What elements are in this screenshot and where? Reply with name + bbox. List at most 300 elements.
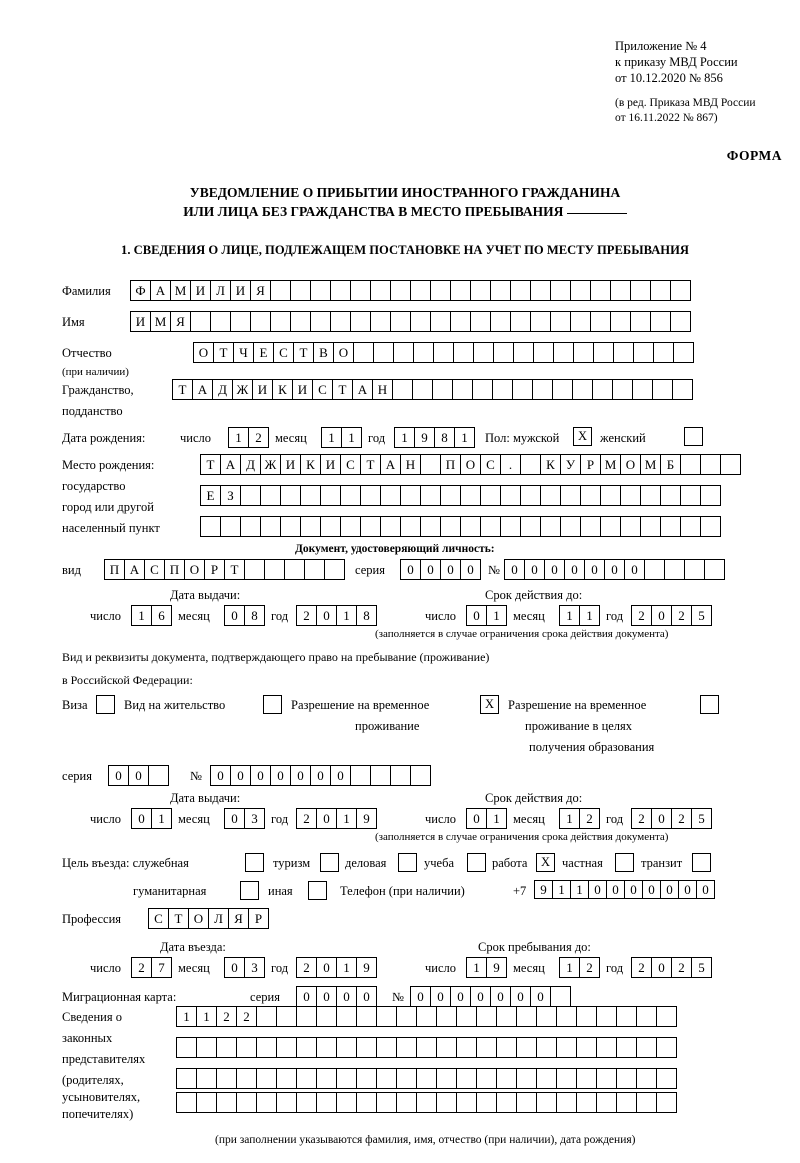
input-cell[interactable]: 0 [510,986,531,1007]
input-cell[interactable] [240,485,261,506]
input-cell[interactable]: И [280,454,301,475]
input-cell[interactable] [356,1006,377,1027]
input-cell[interactable] [370,280,391,301]
input-cell[interactable] [236,1037,257,1058]
input-cell[interactable] [353,342,374,363]
edu-residence-checkbox[interactable] [700,695,719,714]
input-cell[interactable] [356,1037,377,1058]
doc-valid-day-cells[interactable] [466,605,506,626]
input-cell[interactable]: Т [360,454,381,475]
input-cell[interactable]: 0 [400,559,421,580]
birthplace-row-2-cells[interactable] [200,485,720,506]
input-cell[interactable] [600,485,621,506]
input-cell[interactable] [240,516,261,537]
input-cell[interactable]: И [252,379,273,400]
input-cell[interactable] [300,516,321,537]
input-cell[interactable] [536,1006,557,1027]
input-cell[interactable] [376,1037,397,1058]
input-cell[interactable]: 0 [470,986,491,1007]
input-cell[interactable] [396,1092,417,1113]
input-cell[interactable] [360,485,381,506]
input-cell[interactable]: 3 [244,957,265,978]
input-cell[interactable]: 1 [228,427,249,448]
input-cell[interactable] [440,485,461,506]
input-cell[interactable]: 9 [486,957,507,978]
input-cell[interactable]: 0 [544,559,565,580]
input-cell[interactable]: Р [204,559,225,580]
citizenship-cells[interactable] [172,379,692,400]
input-cell[interactable]: 5 [691,605,712,626]
input-cell[interactable]: 2 [296,957,317,978]
input-cell[interactable]: 8 [356,605,377,626]
input-cell[interactable] [572,379,593,400]
input-cell[interactable] [390,765,411,786]
input-cell[interactable] [500,516,521,537]
input-cell[interactable]: А [124,559,145,580]
input-cell[interactable] [284,559,305,580]
input-cell[interactable] [340,516,361,537]
input-cell[interactable]: О [184,559,205,580]
input-cell[interactable] [370,311,391,332]
input-cell[interactable] [633,342,654,363]
input-cell[interactable] [436,1006,457,1027]
input-cell[interactable] [680,485,701,506]
input-cell[interactable] [652,379,673,400]
input-cell[interactable] [396,1068,417,1089]
stay-series-cells[interactable] [108,765,168,786]
input-cell[interactable]: А [192,379,213,400]
input-cell[interactable] [148,765,169,786]
input-cell[interactable] [236,1092,257,1113]
input-cell[interactable]: 0 [624,880,643,899]
input-cell[interactable] [700,454,721,475]
input-cell[interactable]: З [220,485,241,506]
input-cell[interactable] [570,311,591,332]
input-cell[interactable]: Л [210,280,231,301]
input-cell[interactable] [196,1092,217,1113]
input-cell[interactable]: 0 [651,957,672,978]
input-cell[interactable] [670,280,691,301]
entry-year-cells[interactable] [296,957,376,978]
input-cell[interactable]: 9 [356,808,377,829]
input-cell[interactable] [270,280,291,301]
purpose-official-checkbox[interactable] [245,853,264,872]
input-cell[interactable]: 2 [248,427,269,448]
input-cell[interactable]: 1 [552,880,571,899]
input-cell[interactable]: Е [200,485,221,506]
input-cell[interactable]: 1 [321,427,342,448]
input-cell[interactable]: 0 [128,765,149,786]
input-cell[interactable] [496,1006,517,1027]
input-cell[interactable]: 1 [336,957,357,978]
input-cell[interactable] [416,1037,437,1058]
input-cell[interactable] [616,1092,637,1113]
legal-rep-row-4-cells[interactable] [176,1092,676,1113]
input-cell[interactable] [656,1006,677,1027]
input-cell[interactable] [573,342,594,363]
input-cell[interactable] [376,1092,397,1113]
birth-year-cells[interactable] [394,427,474,448]
sex-male-checkbox[interactable]: X [573,427,592,446]
input-cell[interactable] [632,379,653,400]
input-cell[interactable]: 0 [250,765,271,786]
purpose-tourism-checkbox[interactable] [320,853,339,872]
input-cell[interactable] [640,516,661,537]
input-cell[interactable] [510,311,531,332]
input-cell[interactable] [452,379,473,400]
input-cell[interactable] [456,1092,477,1113]
input-cell[interactable] [550,280,571,301]
input-cell[interactable] [530,280,551,301]
input-cell[interactable] [496,1092,517,1113]
input-cell[interactable] [250,311,271,332]
stay-number-cells[interactable] [210,765,430,786]
legal-rep-row-1-cells[interactable] [176,1006,676,1027]
input-cell[interactable] [620,516,641,537]
input-cell[interactable]: 0 [466,605,487,626]
input-cell[interactable]: С [312,379,333,400]
input-cell[interactable]: 0 [651,605,672,626]
doc-issue-day-cells[interactable] [131,605,171,626]
stay-valid-year-cells[interactable] [631,808,711,829]
input-cell[interactable] [376,1006,397,1027]
input-cell[interactable] [596,1006,617,1027]
input-cell[interactable]: 1 [579,605,600,626]
input-cell[interactable]: Е [253,342,274,363]
input-cell[interactable] [530,311,551,332]
input-cell[interactable]: 0 [336,986,357,1007]
input-cell[interactable]: Т [332,379,353,400]
input-cell[interactable] [433,342,454,363]
input-cell[interactable]: В [313,342,334,363]
input-cell[interactable]: . [500,454,521,475]
input-cell[interactable] [656,1068,677,1089]
input-cell[interactable] [230,311,251,332]
input-cell[interactable]: 0 [316,957,337,978]
input-cell[interactable]: 9 [414,427,435,448]
input-cell[interactable] [490,280,511,301]
input-cell[interactable] [612,379,633,400]
input-cell[interactable] [296,1068,317,1089]
input-cell[interactable] [616,1037,637,1058]
input-cell[interactable] [310,280,331,301]
input-cell[interactable] [276,1006,297,1027]
input-cell[interactable] [664,559,685,580]
input-cell[interactable] [636,1092,657,1113]
input-cell[interactable] [376,1068,397,1089]
input-cell[interactable] [316,1006,337,1027]
input-cell[interactable] [672,379,693,400]
input-cell[interactable]: И [292,379,313,400]
input-cell[interactable] [596,1068,617,1089]
input-cell[interactable]: 2 [296,605,317,626]
input-cell[interactable]: С [144,559,165,580]
input-cell[interactable] [636,1068,657,1089]
birthplace-row-1-cells[interactable] [200,454,740,475]
input-cell[interactable] [540,485,561,506]
purpose-other-checkbox[interactable] [308,881,327,900]
input-cell[interactable] [356,1092,377,1113]
input-cell[interactable] [270,311,291,332]
input-cell[interactable] [290,311,311,332]
stay-end-year-cells[interactable] [631,957,711,978]
legal-rep-row-2-cells[interactable] [176,1037,676,1058]
input-cell[interactable]: Т [213,342,234,363]
purpose-business-checkbox[interactable] [398,853,417,872]
input-cell[interactable] [436,1037,457,1058]
input-cell[interactable] [590,280,611,301]
input-cell[interactable]: 0 [230,765,251,786]
input-cell[interactable]: 1 [559,605,580,626]
input-cell[interactable]: М [170,280,191,301]
input-cell[interactable] [476,1092,497,1113]
input-cell[interactable]: 0 [678,880,697,899]
input-cell[interactable] [516,1068,537,1089]
input-cell[interactable]: 2 [671,957,692,978]
input-cell[interactable]: С [148,908,169,929]
input-cell[interactable]: Я [170,311,191,332]
input-cell[interactable] [496,1037,517,1058]
input-cell[interactable] [653,342,674,363]
input-cell[interactable] [410,280,431,301]
input-cell[interactable] [590,311,611,332]
input-cell[interactable] [516,1092,537,1113]
input-cell[interactable] [500,485,521,506]
input-cell[interactable]: Я [228,908,249,929]
input-cell[interactable]: Д [240,454,261,475]
patronymic-cells[interactable] [193,342,693,363]
input-cell[interactable] [320,516,341,537]
input-cell[interactable] [450,280,471,301]
input-cell[interactable]: 1 [196,1006,217,1027]
input-cell[interactable]: Ж [232,379,253,400]
input-cell[interactable] [236,1068,257,1089]
input-cell[interactable] [473,342,494,363]
input-cell[interactable] [296,1037,317,1058]
entry-month-cells[interactable] [224,957,264,978]
input-cell[interactable] [336,1092,357,1113]
purpose-private-checkbox[interactable] [615,853,634,872]
input-cell[interactable] [380,516,401,537]
input-cell[interactable] [553,342,574,363]
input-cell[interactable] [456,1037,477,1058]
input-cell[interactable] [380,485,401,506]
input-cell[interactable]: П [440,454,461,475]
input-cell[interactable] [373,342,394,363]
input-cell[interactable]: Т [293,342,314,363]
input-cell[interactable]: Р [580,454,601,475]
doc-valid-month-cells[interactable] [559,605,599,626]
input-cell[interactable] [630,311,651,332]
input-cell[interactable]: П [104,559,125,580]
input-cell[interactable] [176,1037,197,1058]
input-cell[interactable]: О [188,908,209,929]
name-cells[interactable] [130,311,690,332]
temp-residence-checkbox[interactable]: X [480,695,499,714]
input-cell[interactable]: Т [200,454,221,475]
input-cell[interactable] [276,1068,297,1089]
input-cell[interactable] [556,1092,577,1113]
input-cell[interactable]: О [333,342,354,363]
input-cell[interactable]: 0 [410,986,431,1007]
input-cell[interactable]: И [190,280,211,301]
input-cell[interactable] [296,1092,317,1113]
input-cell[interactable]: 2 [631,808,652,829]
input-cell[interactable] [280,516,301,537]
input-cell[interactable] [453,342,474,363]
input-cell[interactable] [656,1092,677,1113]
doc-issue-year-cells[interactable] [296,605,376,626]
input-cell[interactable]: 0 [420,559,441,580]
input-cell[interactable] [260,485,281,506]
input-cell[interactable] [350,311,371,332]
input-cell[interactable] [216,1037,237,1058]
input-cell[interactable]: Ж [260,454,281,475]
input-cell[interactable] [536,1068,557,1089]
input-cell[interactable] [560,516,581,537]
input-cell[interactable] [640,485,661,506]
input-cell[interactable] [393,342,414,363]
input-cell[interactable] [520,516,541,537]
migration-number-cells[interactable] [410,986,570,1007]
input-cell[interactable] [410,311,431,332]
doc-kind-cells[interactable] [104,559,344,580]
stay-end-day-cells[interactable] [466,957,506,978]
input-cell[interactable]: Т [224,559,245,580]
input-cell[interactable] [420,485,441,506]
input-cell[interactable]: 0 [316,986,337,1007]
input-cell[interactable] [450,311,471,332]
input-cell[interactable]: 0 [210,765,231,786]
input-cell[interactable]: О [620,454,641,475]
input-cell[interactable] [316,1092,337,1113]
input-cell[interactable] [336,1037,357,1058]
input-cell[interactable]: К [300,454,321,475]
input-cell[interactable] [596,1092,617,1113]
input-cell[interactable] [210,311,231,332]
input-cell[interactable] [260,516,281,537]
input-cell[interactable] [492,379,513,400]
input-cell[interactable] [550,986,571,1007]
input-cell[interactable]: У [560,454,581,475]
input-cell[interactable] [280,485,301,506]
input-cell[interactable]: 0 [316,605,337,626]
input-cell[interactable] [336,1068,357,1089]
input-cell[interactable] [656,1037,677,1058]
phone-cells[interactable] [534,880,714,899]
input-cell[interactable]: 1 [394,427,415,448]
input-cell[interactable] [556,1068,577,1089]
input-cell[interactable] [610,280,631,301]
input-cell[interactable]: 1 [151,808,172,829]
stay-issue-month-cells[interactable] [224,808,264,829]
input-cell[interactable] [700,516,721,537]
input-cell[interactable]: 0 [131,808,152,829]
input-cell[interactable]: 3 [244,808,265,829]
input-cell[interactable]: 9 [534,880,553,899]
input-cell[interactable]: С [480,454,501,475]
input-cell[interactable] [420,454,441,475]
input-cell[interactable] [570,280,591,301]
input-cell[interactable]: 1 [176,1006,197,1027]
purpose-work-checkbox[interactable]: X [536,853,555,872]
input-cell[interactable] [512,379,533,400]
input-cell[interactable]: 7 [151,957,172,978]
input-cell[interactable] [490,311,511,332]
input-cell[interactable] [700,485,721,506]
input-cell[interactable] [276,1092,297,1113]
residence-permit-checkbox[interactable] [263,695,282,714]
input-cell[interactable] [610,311,631,332]
input-cell[interactable]: М [640,454,661,475]
input-cell[interactable] [392,379,413,400]
input-cell[interactable] [430,311,451,332]
doc-number-cells[interactable] [504,559,724,580]
input-cell[interactable] [396,1037,417,1058]
input-cell[interactable] [304,559,325,580]
input-cell[interactable] [460,516,481,537]
input-cell[interactable] [340,485,361,506]
input-cell[interactable]: Б [660,454,681,475]
input-cell[interactable] [476,1068,497,1089]
input-cell[interactable] [470,280,491,301]
entry-day-cells[interactable] [131,957,171,978]
input-cell[interactable] [650,280,671,301]
input-cell[interactable]: Ч [233,342,254,363]
input-cell[interactable] [650,311,671,332]
input-cell[interactable]: 0 [524,559,545,580]
input-cell[interactable]: 2 [631,605,652,626]
legal-rep-row-3-cells[interactable] [176,1068,676,1089]
input-cell[interactable] [620,485,641,506]
input-cell[interactable]: 2 [236,1006,257,1027]
input-cell[interactable] [673,342,694,363]
input-cell[interactable] [320,485,341,506]
input-cell[interactable] [316,1037,337,1058]
input-cell[interactable] [390,280,411,301]
input-cell[interactable]: 2 [296,808,317,829]
input-cell[interactable]: 2 [216,1006,237,1027]
input-cell[interactable]: Т [172,379,193,400]
input-cell[interactable] [476,1006,497,1027]
input-cell[interactable] [256,1037,277,1058]
input-cell[interactable] [440,516,461,537]
input-cell[interactable] [576,1037,597,1058]
input-cell[interactable]: А [380,454,401,475]
stay-end-month-cells[interactable] [559,957,599,978]
input-cell[interactable] [684,559,705,580]
input-cell[interactable]: Ф [130,280,151,301]
input-cell[interactable] [216,1068,237,1089]
input-cell[interactable]: М [150,311,171,332]
input-cell[interactable] [324,559,345,580]
input-cell[interactable]: 8 [244,605,265,626]
input-cell[interactable]: 0 [696,880,715,899]
input-cell[interactable] [580,485,601,506]
input-cell[interactable]: И [320,454,341,475]
input-cell[interactable] [556,1037,577,1058]
input-cell[interactable]: П [164,559,185,580]
input-cell[interactable] [410,765,431,786]
input-cell[interactable] [532,379,553,400]
input-cell[interactable] [400,516,421,537]
input-cell[interactable]: 2 [579,808,600,829]
input-cell[interactable]: 1 [486,605,507,626]
input-cell[interactable] [244,559,265,580]
input-cell[interactable] [476,1037,497,1058]
input-cell[interactable]: 2 [631,957,652,978]
input-cell[interactable] [413,342,434,363]
